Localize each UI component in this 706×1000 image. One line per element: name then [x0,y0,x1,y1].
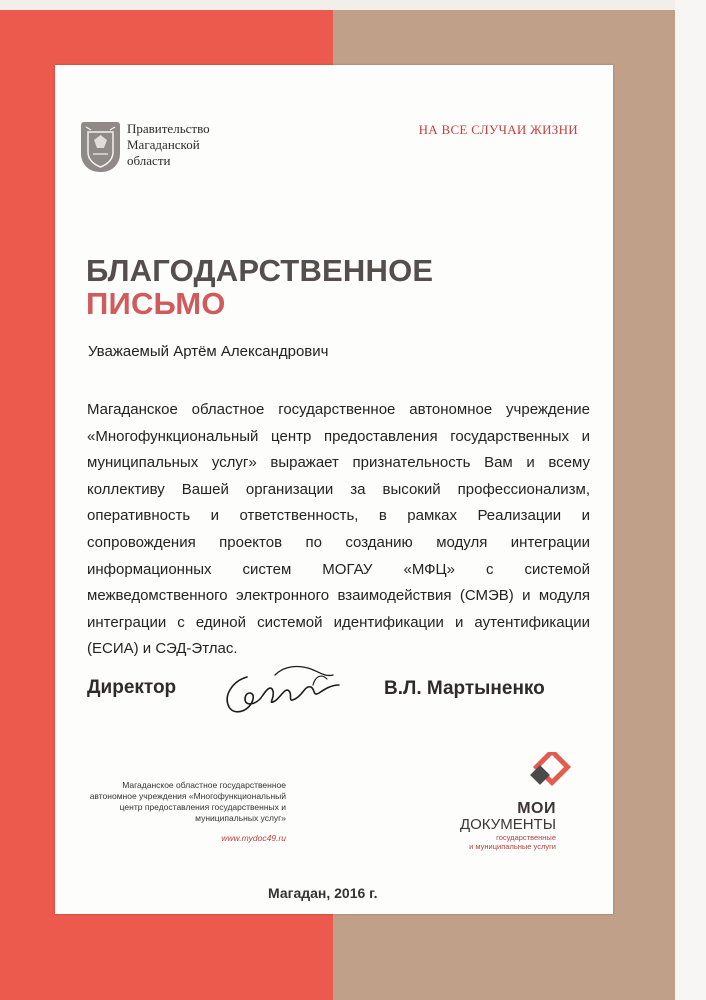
footer-org-line: автономное учреждения «Многофункциональный [89,791,286,801]
footer-organization [56,780,286,844]
handwritten-signature [215,655,345,730]
footer-org-line: центр предоставления государственных и [119,802,286,812]
signer-name: В.Л. Мартыненко [384,678,545,699]
letter-title [86,254,433,320]
signer-role: Директор [87,677,177,698]
moi-dokumenty-wordmark [460,800,556,851]
website-link[interactable]: www.mydoc49.ru [221,833,286,843]
moi-dokumenty-logo-icon [527,752,571,803]
slogan: НА ВСЕ СЛУЧАИ ЖИЗНИ [418,122,578,137]
page-top-strip [0,0,675,10]
letter-body: Магаданское областное государственное автономное учреждение «Многофункциональный центр предоставления государственных и муниципальных услуг» выражает признательность Вам и всему коллективу Вашей организации за высокий профессионализм, оперативность и ответственность, в рамках Реализации и сопровождения проектов по созданию модуля интеграции информационных систем МОГАУ «МФЦ» с системой межведомственного электронного взаимодействия (СМЭВ) и модуля интеграции с единой системой идентификации и аутентификации (ЕСИА) и СЭД-Этлас. [87,401,590,658]
footer-org-line: Магаданское областное государственное [122,780,286,790]
logo-line-moi: МОИ [517,800,556,817]
place-and-year: Магадан, 2016 г. [268,885,378,901]
government-name-line: Правительство [127,121,210,136]
government-name [127,121,210,169]
coat-of-arms-icon [81,122,120,172]
logo-caption-line: государственные [496,833,556,842]
government-name-line: Магаданской [127,137,200,152]
logo-caption-line: и муниципальные услуги [469,842,556,851]
page-right-strip [675,0,706,1000]
title-line-2: ПИСЬМО [86,286,226,321]
footer-org-line: муниципальных услуг» [195,813,286,823]
logo-line-dokumenty: ДОКУМЕНТЫ [459,816,556,833]
greeting: Уважаемый Артём Александрович [88,343,329,360]
government-name-line: области [127,153,171,168]
title-line-1: БЛАГОДАРСТВЕННОЕ [86,253,434,288]
